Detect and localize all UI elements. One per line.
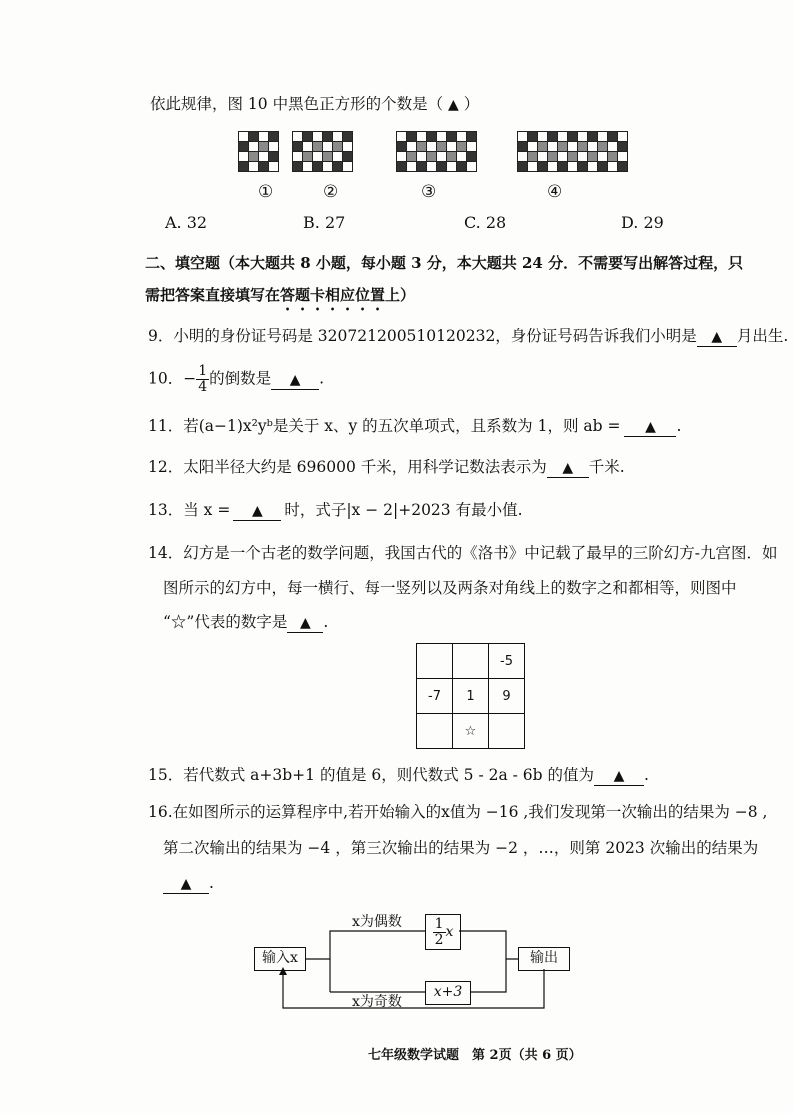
grid-cell	[249, 162, 259, 172]
grid-cell	[457, 152, 467, 162]
grid-cell	[568, 162, 578, 172]
grid-cell	[618, 142, 628, 152]
grid-cell	[598, 142, 608, 152]
grid-cell	[259, 162, 269, 172]
grid-cell	[249, 132, 259, 142]
grid-cell	[518, 162, 528, 172]
q10-answer-blank[interactable]	[271, 370, 319, 390]
grid-cell	[467, 162, 477, 172]
grid-cell	[467, 152, 477, 162]
grid-cell	[548, 142, 558, 152]
even-op-numerator: 1	[434, 915, 444, 932]
grid-cell	[447, 142, 457, 152]
grid-cell	[407, 152, 417, 162]
option-a-value: 32	[186, 213, 208, 232]
q16-after: .	[209, 874, 214, 892]
grid-cell	[437, 162, 447, 172]
q11-after: .	[676, 417, 682, 435]
grid-cell	[538, 152, 548, 162]
option-b	[303, 213, 345, 232]
magic-cell-r1c2	[453, 644, 489, 679]
grid-cell	[618, 162, 628, 172]
q15-text: 若代数式 a+3b+1 的值是 6，则代数式 5 - 2a - 6b 的值为	[183, 766, 595, 784]
grid-cell	[457, 142, 467, 152]
grid-cell	[538, 162, 548, 172]
q9-after: 月出生.	[736, 327, 789, 345]
question-14-line2: 图所示的幻方中，每一横行、每一竖列以及两条对角线上的数字之和都相等，则图中	[163, 579, 737, 597]
grid-cell	[333, 152, 343, 162]
q10-minus: −	[183, 369, 197, 388]
grid-cell	[343, 132, 353, 142]
q14-line1-text: 幻方是一个古老的数学问题，我国古代的《洛书》中记载了最早的三阶幻方-九宫图．如	[183, 544, 778, 562]
grid-cell	[608, 132, 618, 142]
grid-cell	[608, 162, 618, 172]
even-op-fraction	[433, 917, 446, 948]
figure-label-2: ②	[323, 182, 339, 202]
flow-even-op-box	[425, 914, 461, 950]
section2-title-emphasis: 答题卡相应位置	[280, 286, 386, 304]
magic-cell-r3c2-star: ☆	[453, 714, 489, 749]
option-d-value: 29	[643, 213, 664, 232]
grid-cell	[578, 162, 588, 172]
grid-cell	[437, 142, 447, 152]
q13-answer-blank[interactable]	[233, 501, 281, 521]
grid-cell	[269, 142, 279, 152]
question-14-line3	[163, 611, 328, 633]
grid-cell	[407, 142, 417, 152]
flow-line-odd-out	[470, 959, 506, 992]
grid-cell	[528, 132, 538, 142]
q14-answer-blank[interactable]	[287, 613, 323, 633]
grid-cell	[568, 142, 578, 152]
q12-answer-blank[interactable]	[547, 458, 589, 478]
grid-cell	[558, 142, 568, 152]
q10-number: 10．	[148, 369, 184, 388]
grid-cell	[397, 162, 407, 172]
grid-cell	[323, 132, 333, 142]
grid-cell	[293, 142, 303, 152]
grid-cell	[323, 152, 333, 162]
grid-cell	[313, 152, 323, 162]
question-13	[148, 499, 523, 521]
grid-cell	[538, 132, 548, 142]
answer-triangle-icon: ▲	[180, 876, 192, 892]
section2-title-plain: 需把答案直接填写在	[145, 286, 281, 304]
grid-cell	[343, 142, 353, 152]
grid-cell	[528, 152, 538, 162]
grid-cell	[548, 132, 558, 142]
grid-cell	[437, 152, 447, 162]
grid-cell	[568, 132, 578, 142]
grid-cell	[417, 152, 427, 162]
q8-stem-end: ）	[463, 95, 480, 113]
question-14-line1	[148, 542, 777, 564]
grid-cell	[249, 152, 259, 162]
answer-triangle-icon: ▲	[711, 329, 723, 345]
option-d-letter: D.	[621, 213, 639, 232]
section2-title-end: 上）	[385, 286, 416, 304]
grid-cell	[333, 162, 343, 172]
magic-cell-r2c3: 9	[489, 679, 525, 714]
grid-cell	[259, 142, 269, 152]
grid-cell	[568, 152, 578, 162]
figure-label-1: ①	[258, 182, 274, 202]
flow-line-to-even	[306, 931, 425, 959]
grid-cell	[447, 132, 457, 142]
q10-frac-denominator: 4	[198, 379, 208, 395]
grid-cell	[397, 152, 407, 162]
grid-cell	[269, 152, 279, 162]
grid-cell	[407, 162, 417, 172]
grid-cell	[457, 162, 467, 172]
q15-answer-blank[interactable]	[594, 766, 644, 786]
grid-cell	[618, 152, 628, 162]
figure-label-4: ④	[547, 182, 563, 202]
grid-cell	[343, 152, 353, 162]
grid-cell	[518, 132, 528, 142]
grid-cell	[313, 162, 323, 172]
grid-cell	[528, 162, 538, 172]
q10-fraction	[196, 364, 209, 395]
grid-cell	[239, 142, 249, 152]
q12-after: 千米.	[588, 458, 625, 476]
page-footer: 七年级数学试题 第 2页（共 6 页）	[368, 1048, 582, 1063]
flow-line-even-out	[459, 931, 518, 959]
question-16-line3	[163, 872, 214, 894]
grid-cell	[303, 162, 313, 172]
grid-cell	[239, 152, 249, 162]
grid-cell	[239, 162, 249, 172]
grid-cell	[578, 152, 588, 162]
magic-cell-r1c1	[417, 644, 453, 679]
grid-cell	[397, 142, 407, 152]
q8-stem	[150, 93, 479, 116]
section2-title-line1: 二、填空题（本大题共 8 小题，每小题 3 分，本大题共 24 分．不需要写出解答过程，只	[145, 254, 744, 272]
question-10	[148, 364, 324, 395]
option-c-letter: C.	[464, 213, 481, 232]
grid-cell	[427, 132, 437, 142]
flow-odd-label: x为奇数	[352, 994, 402, 1010]
grid-cell	[528, 142, 538, 152]
answer-triangle-icon: ▲	[562, 460, 574, 476]
flow-even-label: x为偶数	[352, 914, 402, 930]
grid-cell	[239, 132, 249, 142]
grid-cell	[269, 162, 279, 172]
grid-cell	[558, 152, 568, 162]
answer-triangle-icon: ▲	[251, 503, 263, 519]
q14-number: 14．	[148, 544, 184, 562]
q16-answer-blank[interactable]	[163, 874, 209, 894]
grid-cell	[598, 152, 608, 162]
q16-line1-text: 在如图所示的运算程序中,若开始输入的x值为 −16 ,我们发现第一次输出的结果为 −8 ,	[172, 803, 768, 821]
q12-text: 太阳半径大约是 696000 千米，用科学记数法表示为	[183, 458, 547, 476]
q14-line3-text: “☆”代表的数字是	[163, 613, 288, 631]
q13-text-before: 当 x =	[183, 501, 231, 519]
grid-cell	[608, 152, 618, 162]
grid-cell	[457, 132, 467, 142]
grid-cell	[293, 152, 303, 162]
grid-cell	[417, 142, 427, 152]
grid-cell	[303, 142, 313, 152]
answer-triangle-icon: ▲	[613, 768, 625, 784]
option-a-letter: A.	[165, 213, 182, 232]
answer-triangle-icon: ▲	[448, 97, 459, 113]
grid-cell	[427, 152, 437, 162]
grid-cell	[323, 142, 333, 152]
magic-cell-r2c2: 1	[453, 679, 489, 714]
grid-cell	[558, 162, 568, 172]
grid-cell	[518, 152, 528, 162]
option-b-value: 27	[324, 213, 346, 232]
grid-cell	[618, 132, 628, 142]
flow-odd-op-box: x+3	[425, 981, 471, 1005]
grid-cell	[578, 132, 588, 142]
grid-cell	[343, 162, 353, 172]
option-a	[165, 213, 207, 232]
grid-cell	[269, 132, 279, 142]
q15-after: .	[644, 766, 649, 784]
grid-cell	[578, 142, 588, 152]
q8-stem-text: 依此规律，图 10 中黑色正方形的个数是（	[150, 95, 444, 113]
grid-cell	[313, 132, 323, 142]
grid-cell	[598, 162, 608, 172]
question-16-line1	[148, 801, 767, 823]
q9-text: 小明的身份证号码是 320721200510120232，身份证号码告诉我们小明是	[173, 327, 697, 345]
q16-number: 16.	[148, 803, 173, 821]
grid-cell	[333, 142, 343, 152]
grid-cell	[313, 142, 323, 152]
flow-line-feedback	[283, 969, 544, 1008]
option-c-value: 28	[485, 213, 507, 232]
answer-triangle-icon: ▲	[645, 419, 656, 435]
grid-cell	[417, 162, 427, 172]
flow-output-box: 输出	[518, 947, 570, 971]
option-c	[464, 213, 506, 232]
grid-cell	[417, 132, 427, 142]
magic-cell-r2c1: -7	[417, 679, 453, 714]
grid-cell	[427, 162, 437, 172]
answer-triangle-icon: ▲	[299, 615, 311, 631]
q10-after: .	[319, 369, 325, 388]
grid-cell	[447, 162, 457, 172]
q13-number: 13．	[148, 501, 184, 519]
grid-cell	[303, 132, 313, 142]
grid-cell	[249, 142, 259, 152]
grid-cell	[397, 132, 407, 142]
q12-number: 12．	[148, 458, 184, 476]
grid-cell	[538, 142, 548, 152]
q15-number: 15．	[148, 766, 184, 784]
grid-cell	[588, 162, 598, 172]
grid-cell	[437, 132, 447, 142]
option-b-letter: B.	[303, 213, 320, 232]
grid-cell	[598, 132, 608, 142]
q11-number: 11．	[148, 417, 184, 435]
grid-cell	[333, 132, 343, 142]
question-12	[148, 456, 625, 478]
grid-cell	[588, 132, 598, 142]
flow-input-box: 输入x	[254, 947, 306, 971]
grid-cell	[548, 152, 558, 162]
section2-title-line2	[145, 284, 415, 314]
q11-text: 若(a−1)x²yᵇ是关于 x、y 的五次单项式，且系数为 1，则 ab =	[183, 417, 621, 435]
grid-cell	[323, 162, 333, 172]
question-16-line2: 第二次输出的结果为 −4 ，第三次输出的结果为 −2 ，…，则第 2023 次输出的结果为	[163, 839, 759, 857]
option-d	[621, 213, 664, 232]
grid-cell	[447, 152, 457, 162]
grid-cell	[293, 132, 303, 142]
q11-answer-blank[interactable]	[624, 417, 676, 437]
q9-answer-blank[interactable]	[697, 327, 737, 347]
grid-cell	[467, 132, 477, 142]
q10-text: 的倒数是	[209, 369, 272, 388]
q13-text-after: 时，式子|x − 2|+2023 有最小值.	[284, 501, 523, 519]
grid-cell	[548, 162, 558, 172]
grid-cell	[303, 152, 313, 162]
magic-cell-r1c3: -5	[489, 644, 525, 679]
q14-after: .	[323, 613, 329, 631]
grid-cell	[588, 152, 598, 162]
question-11	[148, 415, 681, 437]
magic-square	[416, 643, 525, 749]
grid-cell	[293, 162, 303, 172]
grid-cell	[518, 142, 528, 152]
magic-cell-r3c3	[489, 714, 525, 749]
grid-cell	[407, 132, 417, 142]
even-op-denominator: 2	[434, 931, 444, 948]
grid-cell	[427, 142, 437, 152]
question-9	[148, 325, 788, 347]
grid-cell	[259, 152, 269, 162]
even-op-variable: x	[445, 924, 454, 940]
magic-cell-r3c1	[417, 714, 453, 749]
grid-cell	[467, 142, 477, 152]
grid-cell	[259, 132, 269, 142]
q9-number: 9．	[148, 327, 174, 345]
q10-frac-numerator: 1	[198, 363, 208, 379]
grid-cell	[588, 142, 598, 152]
question-15	[148, 764, 649, 786]
grid-cell	[608, 142, 618, 152]
figure-label-3: ③	[421, 182, 437, 202]
answer-triangle-icon: ▲	[289, 371, 301, 388]
grid-cell	[558, 132, 568, 142]
